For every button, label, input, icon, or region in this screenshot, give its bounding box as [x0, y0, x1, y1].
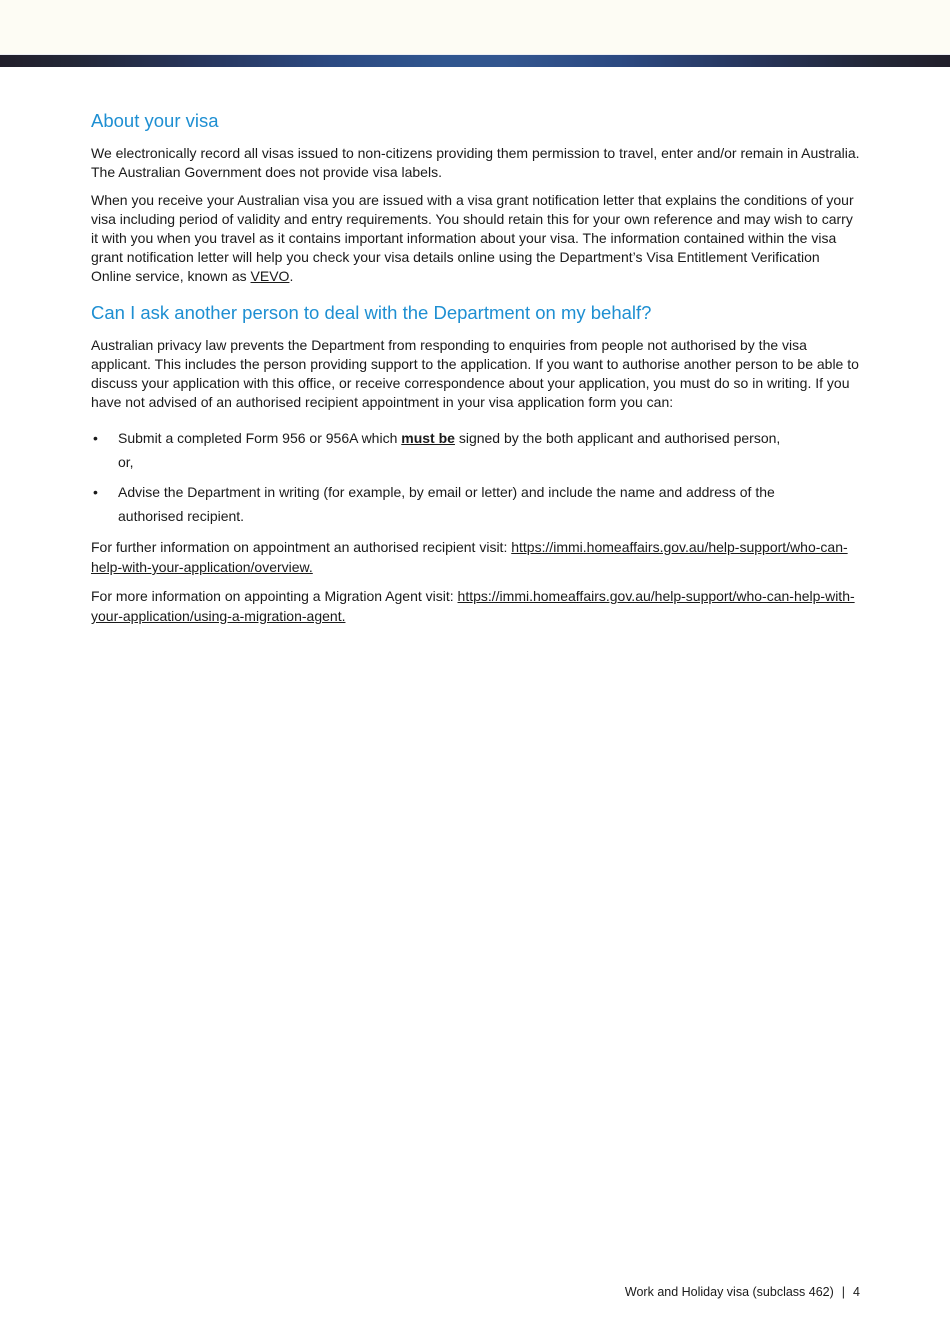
paragraph-text: When you receive your Australian visa you are issued with a visa grant notification letter that explains the conditions of your visa including period of validity and entry requirements. You should retain this for your own reference and may wish to carry it with you when you travel as it contains important information about your visa. The information contained within the visa grant notification letter will help you check your visa details online using the Department’s Visa Entitlement Verification Online service, known as — [91, 192, 854, 284]
paragraph-visa-grant-letter — [91, 191, 861, 286]
page-header — [0, 0, 950, 67]
footer-separator: | — [841, 1285, 846, 1299]
list-item — [91, 480, 781, 528]
section-about-your-visa — [91, 110, 861, 286]
bullet-icon: • — [93, 430, 98, 446]
paragraph-text: For further information on appointment an authorised recipient visit: — [91, 539, 512, 555]
paragraph-visa-record: We electronically record all visas issued to non-citizens providing them permission to travel, enter and/or remain in Australia. The Australian Government does not provide visa labels. — [91, 145, 860, 180]
footer-page-number: 4 — [853, 1285, 860, 1299]
migration-agent-link[interactable]: https://immi.homeaffairs.gov.au/help-support/who-can-help-with-your-application/using-a-migration-agent. — [91, 588, 855, 624]
bullet-text: Advise the Department in writing (for example, by email or letter) and include the name and address of the authorised recipient. — [118, 484, 775, 524]
bullet-text: Submit a completed Form 956 or 956A which — [118, 430, 402, 446]
must-be-emphasis: must be — [401, 430, 455, 446]
footer-document-title: Work and Holiday visa (subclass 462) — [624, 1285, 834, 1299]
paragraph-text: For more information on appointing a Migration Agent visit: — [91, 588, 458, 604]
bullet-text: signed by the both applicant and authorised person, or, — [118, 430, 781, 470]
authorised-recipient-options-list — [91, 426, 861, 528]
list-item — [91, 426, 781, 474]
bullet-icon: • — [93, 484, 98, 500]
header-cream-band — [0, 0, 950, 54]
section-another-person — [91, 302, 861, 626]
paragraph-authorised-recipient-info — [91, 537, 861, 577]
help-overview-link[interactable]: https://immi.homeaffairs.gov.au/help-support/who-can-help-with-your-application/overview. — [91, 539, 848, 575]
paragraph-text: . — [289, 268, 294, 284]
section-heading-about-your-visa: About your visa — [91, 110, 219, 131]
vevo-link[interactable]: VEVO — [250, 268, 290, 284]
section-heading-another-person: Can I ask another person to deal with the Department on my behalf? — [91, 302, 652, 323]
page-footer — [625, 1285, 860, 1299]
header-gradient-bar — [0, 54, 950, 67]
document-body — [0, 67, 950, 626]
paragraph-privacy-law: Australian privacy law prevents the Department from responding to enquiries from people not authorised by the visa applicant. This includes the person providing support to the application. If you want to authorise another person to be able to discuss your application with this office, or receive correspondence about your application, you must do so in writing. If you have not advised of an authorised recipient appointment in your visa application form you can: — [91, 337, 859, 410]
paragraph-migration-agent-info — [91, 586, 861, 626]
